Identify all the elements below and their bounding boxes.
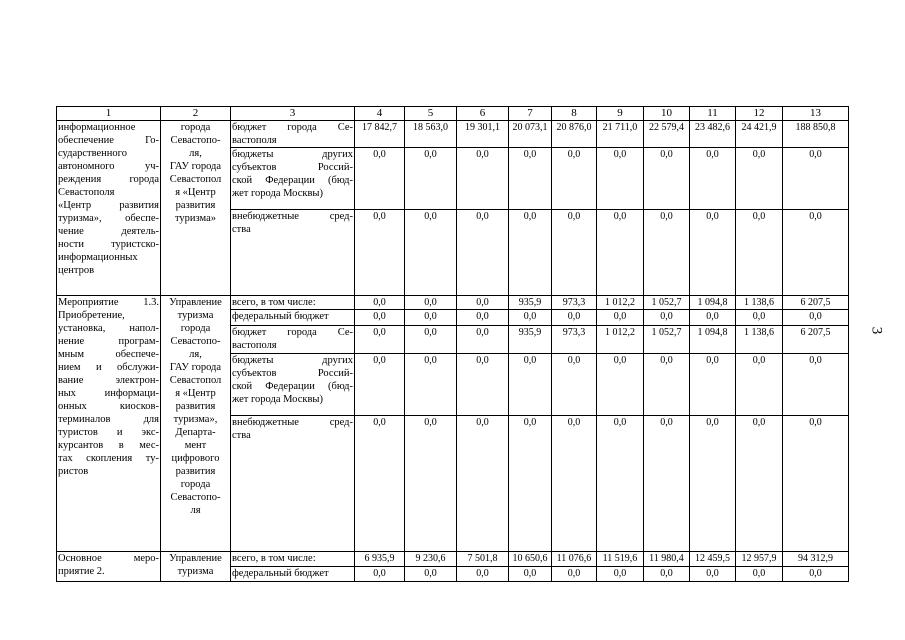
text-line: Севастопол [169,375,222,386]
text-line: Севастопо- [170,135,221,146]
text-line: цифрового [171,453,220,464]
value-cell: 18 563,0 [405,121,457,148]
value-cell: 6 935,9 [355,552,405,567]
column-header: 1 [57,107,161,121]
value-cell: 935,9 [509,296,552,310]
value-cell: 0,0 [552,310,597,326]
text-line: Основное меро- [58,553,159,564]
value-cell: 0,0 [644,354,690,416]
value-cell: 6 207,5 [783,326,849,354]
value-cell: 0,0 [509,567,552,582]
text-line: туризма [177,310,214,321]
text-line: Приобретение, [58,310,125,321]
text-line: мент [184,440,207,451]
funding-source-cell [231,326,355,354]
text-line: приятие 2. [58,566,105,577]
value-cell: 0,0 [457,354,509,416]
value-cell: 10 650,6 [509,552,552,567]
value-cell: 0,0 [355,210,405,296]
value-cell: 12 459,5 [690,552,736,567]
column-header: 10 [644,107,690,121]
executor-cell [161,552,231,582]
value-cell: 0,0 [457,416,509,552]
value-cell: 0,0 [355,310,405,326]
value-cell: 0,0 [597,567,644,582]
value-cell: 0,0 [405,326,457,354]
value-cell: 0,0 [355,296,405,310]
table-row [57,296,849,310]
value-cell: 1 052,7 [644,296,690,310]
text-line: развития [175,200,216,211]
value-cell: 0,0 [355,148,405,210]
text-line: города [180,122,211,133]
value-cell: 7 501,8 [457,552,509,567]
value-cell: 0,0 [690,567,736,582]
value-cell: 0,0 [457,567,509,582]
text-line: развития [175,466,216,477]
text-line: обеспечение Го- [58,135,159,146]
text-line: жет города Москвы) [232,394,323,405]
value-cell: 19 301,1 [457,121,509,148]
text-line: туризма [177,566,214,577]
value-cell: 0,0 [644,416,690,552]
column-header: 11 [690,107,736,121]
activity-name-cell [57,552,161,582]
value-cell: 1 138,6 [736,296,783,310]
value-cell: 0,0 [783,416,849,552]
column-header: 4 [355,107,405,121]
text-line: субъектов Россий- [232,368,353,379]
text-line: Управление [169,297,222,308]
value-cell: 1 012,2 [597,326,644,354]
value-cell: 11 519,6 [597,552,644,567]
value-cell: 0,0 [405,416,457,552]
text-line: федеральный бюджет [232,568,329,579]
header-row [57,107,849,121]
value-cell: 0,0 [457,296,509,310]
text-line: автономного уч- [58,161,159,172]
value-cell: 0,0 [783,354,849,416]
value-cell: 0,0 [736,354,783,416]
value-cell: 0,0 [690,310,736,326]
text-line: ных информаци- [58,388,159,399]
value-cell: 0,0 [405,210,457,296]
value-cell: 0,0 [552,567,597,582]
text-line: я «Центр [175,388,216,399]
text-line: всего, в том числе: [232,297,316,308]
text-line: туризма», [173,414,218,425]
text-line: информационное [58,122,136,133]
value-cell: 0,0 [736,310,783,326]
text-line: вание электрон- [58,375,159,386]
value-cell: 0,0 [405,296,457,310]
text-line: ности туристско- [58,239,159,250]
text-line: нием и обслужи- [58,362,159,373]
text-line: мным обеспече- [58,349,159,360]
value-cell: 0,0 [597,210,644,296]
funding-source-cell [231,310,355,326]
value-cell: 0,0 [509,310,552,326]
text-line: ской Федерации (бюд- [232,381,353,392]
value-cell: 0,0 [736,567,783,582]
column-header: 2 [161,107,231,121]
value-cell: 0,0 [509,416,552,552]
column-header: 8 [552,107,597,121]
value-cell: 0,0 [783,310,849,326]
funding-source-cell [231,210,355,296]
text-line: ГАУ города [169,362,222,373]
value-cell: 1 138,6 [736,326,783,354]
text-line: тах скопления ту- [58,453,159,464]
value-cell: 0,0 [355,354,405,416]
table-row [57,552,849,567]
value-cell: 0,0 [552,148,597,210]
text-line: бюджеты других [232,149,353,160]
column-header: 7 [509,107,552,121]
value-cell: 0,0 [405,354,457,416]
text-line: вастополя [232,135,277,146]
value-cell: 11 980,4 [644,552,690,567]
value-cell: 17 842,7 [355,121,405,148]
value-cell: 1 094,8 [690,296,736,310]
funding-source-cell [231,567,355,582]
value-cell: 12 957,9 [736,552,783,567]
value-cell: 0,0 [355,326,405,354]
text-line: города [180,479,211,490]
value-cell: 9 230,6 [405,552,457,567]
text-line: ля [190,505,201,516]
text-line: внебюджетные сред- [232,211,353,222]
text-line: Севастопо- [170,336,221,347]
text-line: Мероприятие 1.3. [58,297,159,308]
text-line: терминалов для [58,414,159,425]
text-line: ля, [189,148,202,159]
value-cell: 22 579,4 [644,121,690,148]
value-cell: 0,0 [355,416,405,552]
funding-source-cell [231,296,355,310]
text-line: туризма», обеспе- [58,213,159,224]
text-line: ства [232,430,251,441]
funding-source-cell [231,148,355,210]
text-line: ства [232,224,251,235]
column-header: 9 [597,107,644,121]
value-cell: 0,0 [355,567,405,582]
column-header: 12 [736,107,783,121]
value-cell: 1 012,2 [597,296,644,310]
value-cell: 23 482,6 [690,121,736,148]
value-cell: 0,0 [783,148,849,210]
executor-cell [161,296,231,552]
value-cell: 20 073,1 [509,121,552,148]
value-cell: 0,0 [690,210,736,296]
text-line: развития [175,401,216,412]
text-line: «Центр развития [58,200,159,211]
value-cell: 0,0 [552,210,597,296]
column-header: 5 [405,107,457,121]
value-cell: 1 094,8 [690,326,736,354]
value-cell: 0,0 [783,210,849,296]
text-line: онных киосков- [58,401,159,412]
text-line: установка, напол- [58,323,159,334]
text-line: города [180,323,211,334]
value-cell: 0,0 [690,354,736,416]
text-line: Управление [169,553,222,564]
text-line: чение деятель- [58,226,159,237]
value-cell: 0,0 [736,416,783,552]
value-cell: 0,0 [552,416,597,552]
text-line: субъектов Россий- [232,162,353,173]
value-cell: 0,0 [690,416,736,552]
text-line: Севастопо- [170,492,221,503]
text-line: Севастопол [169,174,222,185]
value-cell: 0,0 [552,354,597,416]
value-cell: 20 876,0 [552,121,597,148]
text-line: бюджет города Се- [232,327,353,338]
value-cell: 0,0 [736,210,783,296]
value-cell: 0,0 [736,148,783,210]
table-row [57,121,849,148]
value-cell: 24 421,9 [736,121,783,148]
value-cell: 0,0 [405,310,457,326]
value-cell: 0,0 [405,567,457,582]
value-cell: 1 052,7 [644,326,690,354]
text-line: реждения города [58,174,159,185]
value-cell: 0,0 [597,354,644,416]
page-number: 3 [868,326,885,335]
value-cell: 0,0 [457,310,509,326]
value-cell: 0,0 [783,567,849,582]
text-line: ристов [58,466,89,477]
budget-table [56,106,849,582]
text-line: курсантов в мес- [58,440,159,451]
value-cell: 0,0 [405,148,457,210]
text-line: бюджет города Се- [232,122,353,133]
value-cell: 0,0 [597,148,644,210]
funding-source-cell [231,121,355,148]
text-line: туристов и экс- [58,427,159,438]
funding-source-cell [231,552,355,567]
value-cell: 188 850,8 [783,121,849,148]
text-line: вастополя [232,340,277,351]
value-cell: 21 711,0 [597,121,644,148]
text-line: Севастополя [58,187,115,198]
value-cell: 935,9 [509,326,552,354]
text-line: я «Центр [175,187,216,198]
value-cell: 11 076,6 [552,552,597,567]
activity-name-cell [57,296,161,552]
table-body [57,107,849,582]
funding-source-cell [231,354,355,416]
column-header: 3 [231,107,355,121]
column-header: 6 [457,107,509,121]
value-cell: 0,0 [644,567,690,582]
value-cell: 94 312,9 [783,552,849,567]
value-cell: 0,0 [644,210,690,296]
value-cell: 0,0 [457,326,509,354]
text-line: бюджеты других [232,355,353,366]
value-cell: 973,3 [552,326,597,354]
value-cell: 0,0 [597,310,644,326]
text-line: ской Федерации (бюд- [232,175,353,186]
text-line: внебюджетные сред- [232,417,353,428]
activity-name-cell [57,121,161,296]
value-cell: 973,3 [552,296,597,310]
text-line: всего, в том числе: [232,553,316,564]
text-line: ГАУ города [169,161,222,172]
text-line: жет города Москвы) [232,188,323,199]
text-line: туризма» [174,213,217,224]
text-line: нение програм- [58,336,159,347]
text-line: центров [58,265,95,276]
text-line: ля, [189,349,202,360]
text-line: Департа- [175,427,216,438]
value-cell: 6 207,5 [783,296,849,310]
column-header: 13 [783,107,849,121]
value-cell: 0,0 [457,148,509,210]
text-line: информационных [58,252,138,263]
value-cell: 0,0 [690,148,736,210]
value-cell: 0,0 [509,354,552,416]
executor-cell [161,121,231,296]
value-cell: 0,0 [597,416,644,552]
value-cell: 0,0 [509,210,552,296]
value-cell: 0,0 [644,148,690,210]
value-cell: 0,0 [457,210,509,296]
text-line: сударственного [58,148,127,159]
value-cell: 0,0 [644,310,690,326]
text-line: федеральный бюджет [232,311,329,322]
value-cell: 0,0 [509,148,552,210]
funding-source-cell [231,416,355,552]
